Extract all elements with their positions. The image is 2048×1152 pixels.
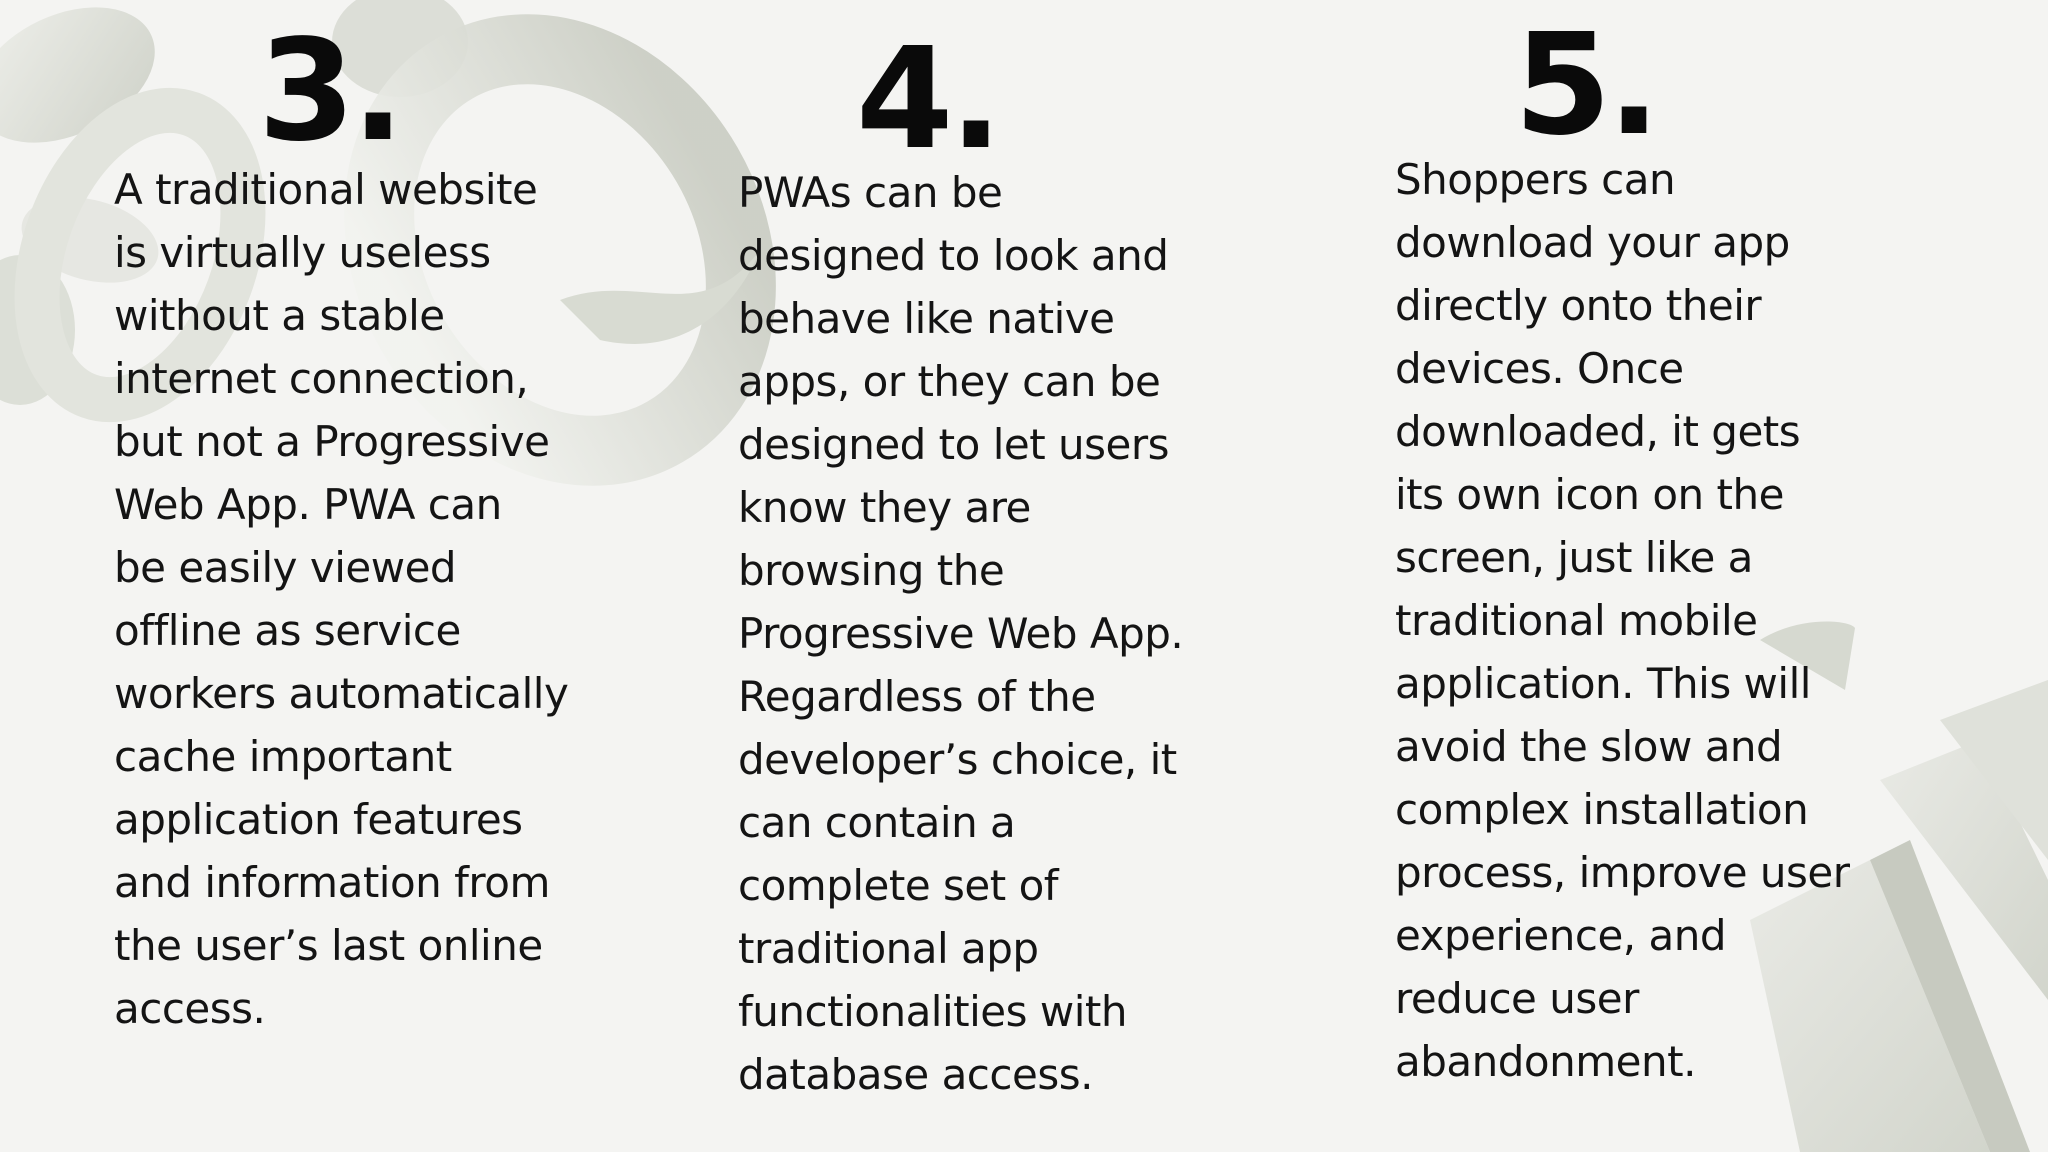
- text-line: and information from: [114, 858, 550, 907]
- text-line: its own icon on the: [1395, 470, 1784, 519]
- text-line: traditional mobile: [1395, 596, 1758, 645]
- text-line: designed to look and: [738, 231, 1169, 280]
- text-line: database access.: [738, 1050, 1093, 1099]
- text-line: experience, and: [1395, 911, 1727, 960]
- text-line: complete set of: [738, 861, 1059, 910]
- text-line: reduce user: [1395, 974, 1639, 1023]
- text-line: traditional app: [738, 924, 1039, 973]
- text-line: functionalities with: [738, 987, 1127, 1036]
- text-line: but not a Progressive: [114, 417, 550, 466]
- text-line: application. This will: [1395, 659, 1811, 708]
- text-line: browsing the: [738, 546, 1005, 595]
- text-line: cache important: [114, 732, 452, 781]
- section-body: [114, 158, 568, 1040]
- section-number: 4.: [856, 18, 999, 181]
- text-line: directly onto their: [1395, 281, 1762, 330]
- text-line: be easily viewed: [114, 543, 457, 592]
- text-line: offline as service: [114, 606, 461, 655]
- text-line: PWAs can be: [738, 168, 1003, 217]
- text-line: process, improve user: [1395, 848, 1850, 897]
- section-body: [1395, 148, 1850, 1093]
- text-line: designed to let users: [738, 420, 1170, 469]
- section-body: [738, 161, 1183, 1106]
- text-line: internet connection,: [114, 354, 529, 403]
- text-line: devices. Once: [1395, 344, 1684, 393]
- text-line: behave like native: [738, 294, 1115, 343]
- text-line: know they are: [738, 483, 1031, 532]
- text-line: can contain a: [738, 798, 1016, 847]
- section-number: 5.: [1514, 4, 1657, 167]
- text-line: Progressive Web App.: [738, 609, 1184, 658]
- text-line: screen, just like a: [1395, 533, 1753, 582]
- text-line: the user’s last online: [114, 921, 543, 970]
- text-line: Regardless of the: [738, 672, 1096, 721]
- text-line: Shoppers can: [1395, 155, 1676, 204]
- text-line: Web App. PWA can: [114, 480, 502, 529]
- section-number: 3.: [258, 10, 401, 173]
- text-line: developer’s choice, it: [738, 735, 1177, 784]
- text-line: abandonment.: [1395, 1037, 1696, 1086]
- text-line: apps, or they can be: [738, 357, 1161, 406]
- text-line: avoid the slow and: [1395, 722, 1783, 771]
- text-line: is virtually useless: [114, 228, 491, 277]
- text-line: A traditional website: [114, 165, 538, 214]
- text-line: workers automatically: [114, 669, 569, 718]
- text-line: download your app: [1395, 218, 1790, 267]
- text-line: complex installation: [1395, 785, 1809, 834]
- text-line: access.: [114, 984, 266, 1033]
- text-line: downloaded, it gets: [1395, 407, 1801, 456]
- text-line: application features: [114, 795, 523, 844]
- text-line: without a stable: [114, 291, 445, 340]
